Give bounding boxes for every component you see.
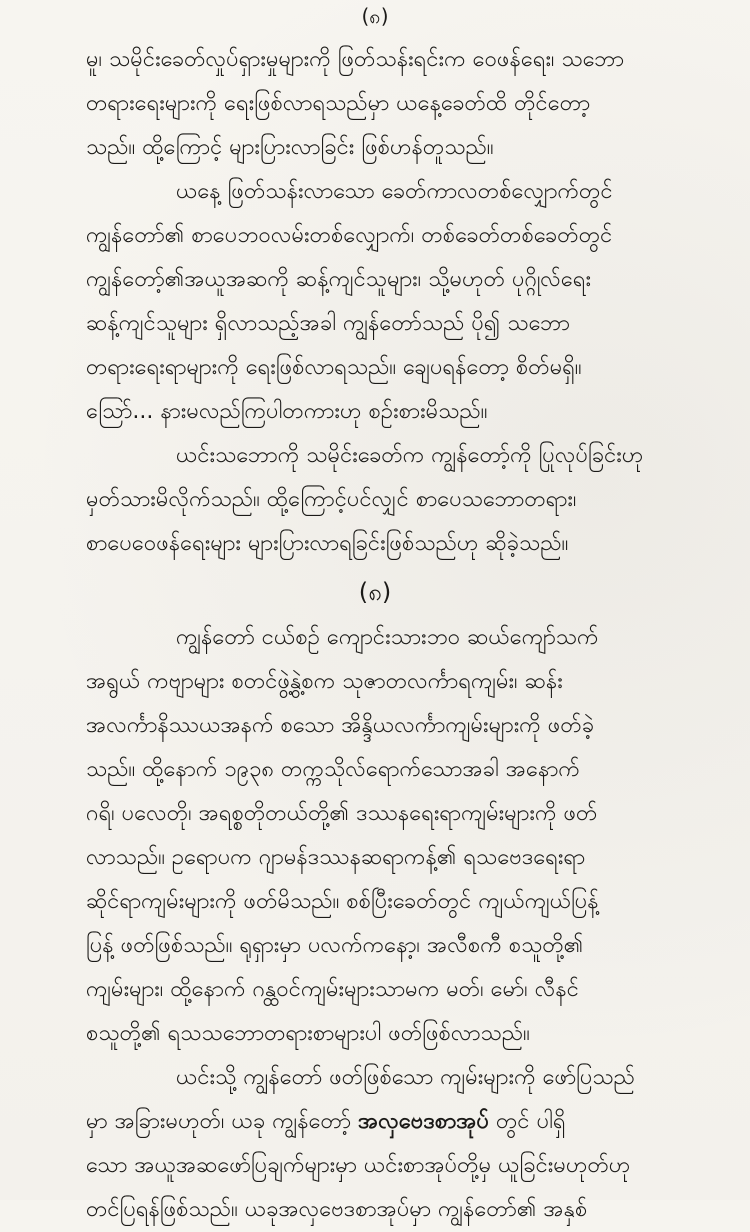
text-line: သြော်... နားမလည်ကြပါတကားဟု စဉ်းစားမိသည်။ (86, 399, 488, 424)
bold-title-phrase: အလှဗေဒစာအုပ် (358, 1109, 489, 1134)
text-line: ဆန့်ကျင်သူများ ရှိလာသည့်အခါ ကျွန်တော်သည် ပို၍ သဘော (86, 311, 570, 336)
page-number: (၈) (361, 4, 389, 28)
text-line: ယနေ့ ဖြတ်သန်းလာသော ခေတ်ကာလတစ်လျှောက်တွင် (176, 179, 613, 204)
text-line: မှတ်သားမိလိုက်သည်။ ထို့ကြောင့်ပင်လျှင် စာပေသဘောတရား၊ (86, 487, 577, 512)
text-line: ကျမ်းများ၊ ထို့နောက် ဂန္ထဝင်ကျမ်းများသာမက မတ်၊ မော်၊ လီနင် (86, 977, 579, 1002)
text-segment: မှာ အခြားမဟုတ်၊ ယခု ကျွန်တော့် (86, 1109, 352, 1134)
text-line: အရွယ် ကဗျာများ စတင်ဖွဲ့နွဲ့စက သုဇာတလင်္ကာရကျမ်း၊ ဆန်း (86, 669, 563, 694)
text-line: မူ၊ သမိုင်းခေတ်လှုပ်ရှားမှုများကို ဖြတ်သန်းရင်းက ဝေဖန်ရေး၊ သဘော (86, 47, 625, 72)
text-segment: တွင် ပါရှိ (489, 1109, 566, 1134)
text-line: တရားရေးရာများကို ရေးဖြစ်လာရသည်။ ချေပရန်တော့ စိတ်မရှိ။ (86, 355, 582, 380)
text-block-2 (86, 616, 731, 1232)
text-line: တရားရေးများကို ရေးဖြစ်လာရသည်မှာ ယနေ့ခေတ်ထိ တိုင်တော့ (86, 91, 591, 116)
section-number: (၈) (358, 578, 392, 606)
text-line: တင်ပြရန်ဖြစ်သည်။ ယခုအလှဗေဒစာအုပ်မှာ ကျွန်တော်၏ အနှစ် (86, 1197, 588, 1222)
text-line-with-bold (86, 1100, 731, 1144)
text-line: စာပေဝေဖန်ရေးများ များပြားလာရခြင်းဖြစ်သည်ဟု ဆိုခဲ့သည်။ (86, 531, 569, 556)
text-line: ကျွန်တော့်၏အယူအဆကို ဆန့်ကျင်သူများ၊ သို့မဟုတ် ပုဂ္ဂိုလ်ရေး (86, 267, 592, 292)
text-line: သော အယူအဆဖော်ပြချက်များမှာ ယင်းစာအုပ်တို့မှ ယူခြင်းမဟုတ်ဟု (86, 1153, 631, 1178)
text-line: ယင်းသဘောကို သမိုင်းခေတ်က ကျွန်တော့်ကို ပြုလုပ်ခြင်းဟု (176, 443, 644, 468)
text-line: ယင်းသို့ ကျွန်တော် ဖတ်ဖြစ်သော ကျမ်းများကို ဖော်ပြသည် (176, 1065, 635, 1090)
text-line: အလင်္ကာနိဿယအနက် စသော အိန္ဒိယလင်္ကာကျမ်းများကို ဖတ်ခဲ့ (86, 713, 595, 738)
text-block-1 (86, 38, 731, 566)
text-line: ကျွန်တော်၏ စာပေဘဝလမ်းတစ်လျှောက်၊ တစ်ခေတ်တစ်ခေတ်တွင် (86, 223, 613, 248)
text-line: ကျွန်တော် ငယ်စဉ် ကျောင်းသားဘဝ ဆယ်ကျော်သက် (176, 625, 599, 650)
text-line: လာသည်။ ဥရောပက ဂျာမန်ဒဿနဆရာကန့်၏ ရသဗေဒရေးရာ (86, 845, 586, 870)
text-line: သည်။ ထို့ကြောင့် များပြားလာခြင်း ဖြစ်ဟန်တူသည်။ (86, 135, 494, 160)
text-line: ပြန့် ဖတ်ဖြစ်သည်။ ရုရှားမှာ ပလက်ကနော့၊ အလီစကီ စသူတို့၏ (86, 933, 584, 958)
text-line: စသူတို့၏ ရသသဘောတရားစာများပါ ဖတ်ဖြစ်လာသည်။ (86, 1021, 530, 1046)
text-line: ဂရိ၊ ပလေတို၊ အရစ္စတိုတယ်တို့၏ ဒဿနရေးရာကျမ်းများကို ဖတ် (86, 801, 598, 826)
text-line: သည်။ ထို့နောက် ၁၉၃၈ တက္ကသိုလ်ရောက်သောအခါ အနောက် (86, 757, 580, 782)
text-line: ဆိုင်ရာကျမ်းများကို ဖတ်မိသည်။ စစ်ပြီးခေတ်တွင် ကျယ်ကျယ်ပြန့် (86, 889, 599, 914)
